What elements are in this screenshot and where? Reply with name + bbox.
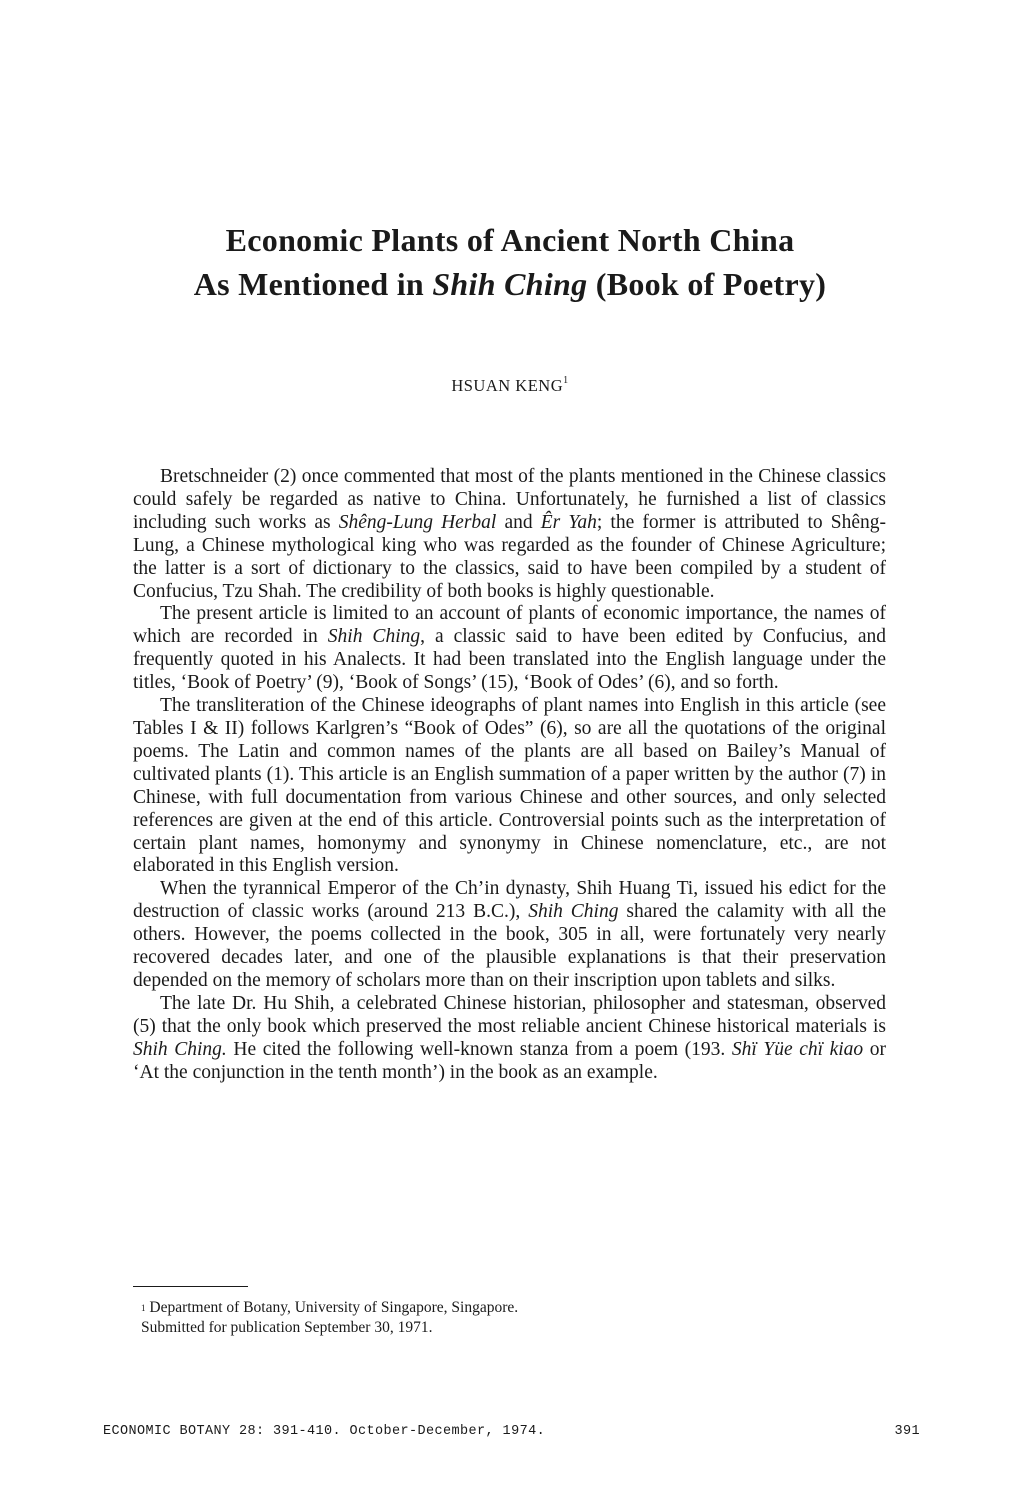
author-byline [0,376,1020,396]
paragraph-3 [133,695,886,878]
paragraph-text: or ‘At the conjunction in the tenth month’) in the book as an example. [133,1038,887,1083]
paragraph-text: and [496,511,541,533]
paragraph-text: The present article is limited to an account of plants of economic importance, the names of which are recorded in [133,603,886,648]
paragraph-1 [133,466,886,603]
title-line-2-italic: Shih Ching [432,266,588,302]
paragraph-4 [133,878,886,993]
author-footnote-marker: 1 [563,375,569,386]
footnote-text: Department of Botany, University of Singapore, Singapore. [145,1299,519,1316]
footnote-divider [133,1286,248,1287]
title-line-2-post: (Book of Poetry) [587,266,827,302]
italic-title: Shêng-Lung Herbal [338,511,497,533]
article-title [0,218,1020,306]
footnotes [133,1298,886,1338]
author-name: HSUAN KENG [451,376,564,395]
italic-title: Shih Ching. [133,1038,227,1060]
paragraph-text: Bretschneider (2) once commented that most of the plants mentioned in the Chinese classics could safely be regarded as native to China. Unfortunately, he furnished a list of classics including such works as [133,466,886,533]
italic-title: Êr Yah [540,511,597,533]
paragraph-2 [133,603,886,695]
paragraph-text: He cited the following well-known stanza from a poem (193. [226,1038,732,1060]
journal-citation: ECONOMIC BOTANY 28: 391-410. October-December, 1974. [103,1424,546,1439]
paragraph-text: The late Dr. Hu Shih, a celebrated Chinese historian, philosopher and statesman, observed (5) that the only book which preserved the most reliable ancient Chinese historical materials is [133,992,886,1037]
paragraph-text: The transliteration of the Chinese ideographs of plant names into English in this article (see Tables I & II) follows Karlgren’s “Book of Odes” (6), so are all the quotations of the original poems. The Latin and common names of the plants are all based on Bailey’s Manual of cultivated plants (1). This article is an English summation of a paper written by the author (7) in Chinese, with full documentation from various Chinese and other sources, and only selected references are given at the end of this article. Controversial points such as the interpretation of certain plant names, homonymy and synonymy in Chinese nomenclature, etc., are not elaborated in this English version. [133,695,886,877]
italic-title: Shih Ching [528,901,619,923]
paragraph-5 [133,993,886,1085]
title-line-2-pre: As Mentioned in [193,266,433,302]
italic-title: Shih Ching [327,626,421,648]
title-line-1: Economic Plants of Ancient North China [225,222,795,258]
paragraph-text: When the tyrannical Emperor of the Ch’in dynasty, Shih Huang Ti, issued his edict for the destruction of classic works (around 213 B.C.), [133,878,886,923]
page-number: 391 [894,1424,920,1439]
article-body [133,466,886,1084]
title-line-2 [0,262,1020,306]
footnote-submitted: Submitted for publication September 30, 1971. [141,1319,433,1336]
italic-title: Shï Yüe chï kiao [731,1038,864,1060]
footnote-marker: 1 [141,1303,146,1313]
footnote-affiliation [133,1298,886,1318]
paragraph-text: ; the former is attributed to Shêng-Lung, a Chinese mythological king who was regarded as the founder of Chinese Agriculture; the latter is a sort of dictionary to the classics, said to have been compiled by a student of Confucius, Tzu Shah. The credibility of both books is highly questionable. [133,511,886,602]
paragraph-text: shared the calamity with all the others. However, the poems collected in the book, 305 in all, were fortunately very nearly recovered decades later, and one of the plausible explanations is that their preservation depended on the memory of scholars more than on their inscription upon tablets and silks. [133,901,886,991]
paragraph-text: , a classic said to have been edited by Confucius, and frequently quoted in his Analects. It had been translated into the English language under the titles, ‘Book of Poetry’ (9), ‘Book of Songs’ (15), ‘Book of Odes’ (6), and so forth. [133,626,886,694]
